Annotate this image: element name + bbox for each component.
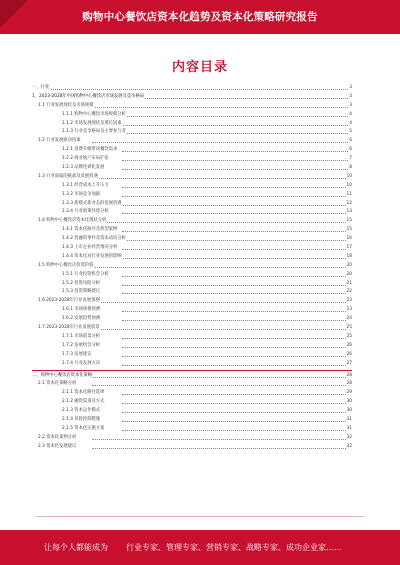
leader-dots — [92, 142, 348, 143]
toc-entry-page: 29 — [346, 389, 352, 398]
toc-entry[interactable] — [32, 315, 352, 324]
toc-entry[interactable] — [32, 333, 352, 342]
toc-entry[interactable] — [32, 360, 352, 369]
leader-dots — [122, 365, 348, 366]
leader-dots — [122, 116, 348, 117]
toc-entry[interactable] — [32, 208, 352, 217]
toc-entry-page: 23 — [346, 297, 352, 306]
toc-entry-title: 1.2.1 消费升级带动餐饮需求 — [62, 146, 118, 155]
toc-entry[interactable] — [32, 351, 352, 360]
toc-entry[interactable] — [32, 102, 352, 111]
leader-dots — [92, 178, 348, 179]
toc-entry[interactable] — [32, 380, 352, 389]
leader-dots — [122, 347, 348, 348]
toc-entry-title: 2.1.2 融资渠道及方式 — [62, 398, 105, 407]
toc-entry-page: 10 — [346, 182, 352, 191]
toc-entry-page: 18 — [346, 253, 352, 262]
toc-entry-page: 25 — [346, 324, 352, 333]
toc-entry[interactable] — [32, 372, 352, 381]
toc-entry-title: 1.5.1 行业投资机会分析 — [62, 271, 110, 280]
toc-entry[interactable] — [32, 407, 352, 416]
toc-entry-title: 1.3.1 经营成本上升压力 — [62, 182, 110, 191]
toc-entry-title: 1.7 2023-2028年行业发展前景 — [38, 324, 101, 333]
toc-entry-title: 1.1.3 行业竞争格局及主要参与者 — [62, 128, 127, 137]
toc-entry-title: 1.1 行业发展现状及市场规模 — [38, 102, 94, 111]
toc-entry-page: 26 — [346, 351, 352, 360]
toc-entry-title: 1.7.2 发展机会分析 — [62, 342, 101, 351]
toc-entry-page: 25 — [346, 333, 352, 342]
toc-entry-page: 20 — [346, 262, 352, 271]
toc-entry-title: 2.2 资本化案例分析 — [38, 434, 77, 443]
toc-entry[interactable] — [32, 288, 352, 297]
toc-entry[interactable] — [32, 262, 352, 271]
leader-dots — [122, 205, 348, 206]
toc-entry-title: 1.7.3 发展建议 — [62, 351, 93, 360]
report-header — [0, 0, 400, 34]
leader-dots — [92, 302, 348, 303]
toc-entry-page: 4 — [348, 111, 352, 120]
toc-entry[interactable] — [32, 137, 352, 146]
toc-entry[interactable] — [32, 164, 352, 173]
leader-dots — [122, 412, 348, 413]
leader-dots — [122, 187, 348, 188]
toc-entry-page: 7 — [348, 155, 352, 164]
toc-entry-title: 1.5.3 投资策略建议 — [62, 288, 101, 297]
toc-entry-title: 1.4.3 上市企业经营情况分析 — [62, 244, 118, 253]
toc-entry[interactable] — [32, 306, 352, 315]
toc-entry[interactable] — [32, 271, 352, 280]
toc-entry-title: 1.4.1 资本化路径及典型案例 — [62, 226, 118, 235]
toc-entry-title: 1.7.1 市场前景分析 — [62, 333, 101, 342]
toc-entry[interactable] — [32, 146, 352, 155]
toc-entry-page: 27 — [346, 360, 352, 369]
toc-entry[interactable] — [32, 84, 352, 93]
toc-entry-page: 6 — [348, 146, 352, 155]
leader-dots — [122, 196, 348, 197]
toc-entry-title: 2.1.1 资本化路径选择 — [62, 389, 105, 398]
toc-entry-title: 1.2.3 品牌连锁化发展 — [62, 164, 105, 173]
toc-entry-page: 11 — [346, 191, 352, 200]
toc-entry-title: 1.4.4 资本化对行业发展的影响 — [62, 253, 123, 262]
toc-entry-page: 6 — [348, 137, 352, 146]
leader-dots — [92, 439, 348, 440]
toc-entry-title: 1.7.4 行业发展方向 — [62, 360, 101, 369]
toc-entry[interactable] — [32, 425, 352, 434]
leader-dots — [92, 329, 348, 330]
toc-entry-title: 1、2023-2028年中国购物中心餐饮店市场发展及竞争格局 — [32, 93, 145, 102]
toc-entry[interactable] — [32, 217, 352, 226]
leader-dots — [122, 356, 348, 357]
toc-entry-page: 23 — [346, 306, 352, 315]
toc-entry-page: 22 — [346, 288, 352, 297]
report-footer — [0, 530, 400, 565]
toc-entry-page: 20 — [346, 271, 352, 280]
toc-entry[interactable] — [32, 443, 352, 452]
leader-dots — [122, 430, 348, 431]
leader-dots — [122, 213, 348, 214]
toc-entry-title: 2.1.5 资本化实施方案 — [62, 425, 105, 434]
toc-entry-page: 30 — [346, 407, 352, 416]
toc-entry[interactable] — [32, 244, 352, 253]
toc-entry-page: 21 — [346, 280, 352, 289]
toc-entry-title: 1.3.4 行业政策环境分析 — [62, 208, 110, 217]
toc-entry[interactable] — [32, 342, 352, 351]
toc-entry-title: 1.6.1 市场规模预测 — [62, 306, 101, 315]
leader-dots — [122, 231, 348, 232]
toc-entry-page: 3 — [348, 93, 352, 102]
toc-entry-page: 16 — [346, 235, 352, 244]
toc-entry-page: 13 — [346, 208, 352, 217]
leader-dots — [122, 160, 348, 161]
leader-dots — [122, 285, 348, 286]
toc-entry-page: 17 — [346, 244, 352, 253]
leader-dots — [122, 151, 348, 152]
toc-entry[interactable] — [32, 280, 352, 289]
leader-dots — [122, 311, 348, 312]
toc-entry-title: 1.5 购物中心餐饮店投资价值 — [38, 262, 94, 271]
toc-entry-page: 8 — [348, 164, 352, 173]
leader-dots — [92, 448, 348, 449]
toc-entry-page: 28 — [346, 380, 352, 389]
toc-entry[interactable] — [32, 173, 352, 182]
footer-slogan-left: 让每个人都能成为 — [44, 543, 108, 552]
toc-entry-title: 1.3 行业面临的挑战及发展机遇 — [38, 173, 99, 182]
toc-entry-page: 31 — [346, 425, 352, 434]
leader-dots — [122, 403, 348, 404]
report-title: 购物中心餐饮店资本化趋势及资本化策略研究报告 — [82, 11, 318, 23]
toc-entry-title: 1.1.2 市场发展现状及增长因素 — [62, 120, 123, 129]
toc-entry-page: 12 — [346, 200, 352, 209]
toc-entry-title: 1.2.2 商业地产布局扩张 — [62, 155, 110, 164]
leader-dots — [92, 107, 348, 108]
toc-entry-page: 4 — [348, 120, 352, 129]
toc-entry-title: 1.6.2 发展趋势预测 — [62, 315, 101, 324]
leader-dots — [92, 222, 348, 223]
toc-entry-title: 1.5.2 投资风险分析 — [62, 280, 101, 289]
leader-dots — [122, 421, 348, 422]
toc-entry-page: 30 — [346, 398, 352, 407]
toc-entry[interactable] — [32, 389, 352, 398]
toc-entry[interactable] — [32, 200, 352, 209]
toc-entry[interactable] — [32, 155, 352, 164]
leader-dots — [122, 249, 348, 250]
toc-entry[interactable] — [32, 93, 352, 102]
toc-entry[interactable] — [32, 111, 352, 120]
leader-dots — [122, 125, 348, 126]
toc-entry-title: 2.3 资本化发展建议 — [38, 443, 77, 452]
toc-entry-page: 32 — [346, 443, 352, 452]
footer-divider — [36, 516, 364, 517]
leader-dots — [46, 89, 348, 90]
toc-entry-page: 15 — [346, 217, 352, 226]
toc-entry-title: 1.1.1 购物中心餐饮市场规模分析 — [62, 111, 127, 120]
leader-dots — [122, 293, 348, 294]
toc-entry-title: 2.1 资本化策略分析 — [38, 380, 77, 389]
leader-dots — [122, 276, 348, 277]
leader-dots — [122, 133, 348, 134]
toc-entry-page: 10 — [346, 173, 352, 182]
toc-entry-title: 1.4 购物中心餐饮店资本化现状分析 — [38, 217, 107, 226]
toc-entry-page: 24 — [346, 315, 352, 324]
toc-entry-page: 28 — [346, 372, 352, 381]
toc-entry[interactable] — [32, 182, 352, 191]
section-separator — [32, 370, 352, 371]
toc-entry-title: 1.2 行业发展驱动因素 — [38, 137, 82, 146]
leader-dots — [92, 267, 348, 268]
toc-entry-page: 3 — [348, 84, 352, 93]
table-of-contents — [32, 84, 352, 452]
toc-entry[interactable] — [32, 253, 352, 262]
toc-entry[interactable] — [32, 434, 352, 443]
toc-entry[interactable] — [32, 235, 352, 244]
toc-entry-page: 32 — [346, 434, 352, 443]
toc-entry-title: 2.1.4 风险控制措施 — [62, 416, 101, 425]
toc-entry-page: 5 — [348, 128, 352, 137]
toc-entry-title: 一、行业 — [32, 84, 50, 93]
footer-slogan-right: 行业专家、管理专家、营销专家、战略专家、成功企业家…… — [126, 543, 342, 552]
toc-entry-title: 1.4.2 投融资事件及资本动向分析 — [62, 235, 127, 244]
toc-entry-title: 1.6 2023-2028年行业发展预测 — [38, 297, 101, 306]
toc-entry[interactable] — [32, 120, 352, 129]
toc-entry[interactable] — [32, 297, 352, 306]
toc-heading: 内容目录 — [171, 60, 228, 75]
leader-dots — [122, 320, 348, 321]
leader-dots — [122, 169, 348, 170]
toc-entry-title: 1.3.3 新模式新业态的发展机遇 — [62, 200, 123, 209]
toc-entry-page: 15 — [346, 226, 352, 235]
toc-entry-page: 31 — [346, 416, 352, 425]
leader-dots — [122, 338, 348, 339]
toc-entry[interactable] — [32, 324, 352, 333]
toc-entry-title: 1.3.2 市场竞争加剧 — [62, 191, 101, 200]
toc-entry[interactable] — [32, 398, 352, 407]
toc-entry[interactable] — [32, 128, 352, 137]
toc-entry-page: 3 — [348, 102, 352, 111]
leader-dots — [122, 394, 348, 395]
toc-entry[interactable] — [32, 416, 352, 425]
toc-entry[interactable] — [32, 191, 352, 200]
leader-dots — [92, 385, 348, 386]
leader-dots — [122, 258, 348, 259]
toc-entry-page: 26 — [346, 342, 352, 351]
toc-entry-title: 二、购物中心餐饮店资本化策略 — [32, 372, 93, 381]
leader-dots — [122, 240, 348, 241]
toc-entry[interactable] — [32, 226, 352, 235]
toc-entry-title: 2.1.3 资本运作模式 — [62, 407, 101, 416]
